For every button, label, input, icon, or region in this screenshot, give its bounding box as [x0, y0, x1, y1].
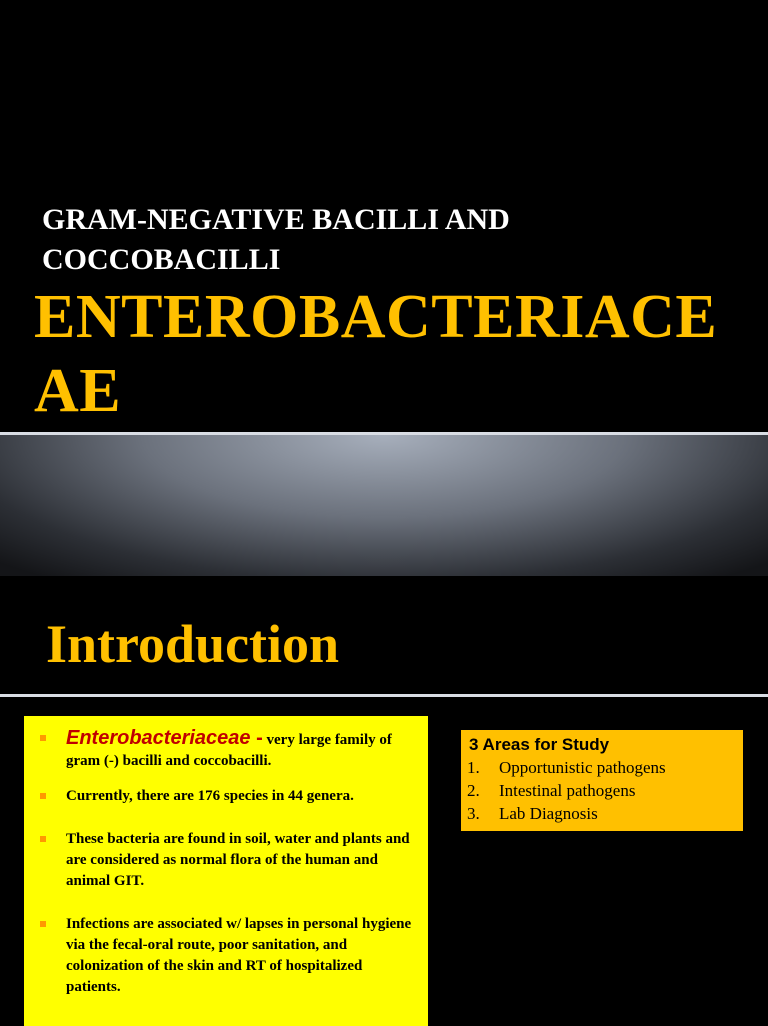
list-label: Lab Diagnosis — [499, 804, 598, 823]
square-bullet-icon — [40, 836, 46, 842]
list-item — [467, 779, 737, 802]
gradient-band — [0, 435, 768, 576]
bullet-item — [36, 786, 416, 807]
divider-line — [0, 694, 768, 697]
slide-subtitle — [42, 200, 682, 280]
subtitle-line-2: COCCOBACILLI — [42, 243, 281, 276]
subtitle-line-1: GRAM-NEGATIVE BACILLI AND — [42, 203, 510, 236]
square-bullet-icon — [40, 921, 46, 927]
list-item — [467, 802, 737, 825]
square-bullet-icon — [40, 793, 46, 799]
study-areas-heading: 3 Areas for Study — [469, 735, 610, 754]
slide-introduction — [0, 576, 768, 1024]
bullet-text: very large family of gram (-) bacilli and coccobacilli. — [66, 732, 392, 769]
bullet-item — [36, 829, 416, 892]
bullet-text: Currently, there are 176 species in 44 genera. — [66, 788, 354, 804]
bullet-text: These bacteria are found in soil, water and plants and are considered as normal flora of the human and animal GIT. — [66, 831, 410, 889]
list-label: Opportunistic pathogens — [499, 758, 666, 777]
main-title-line-1: ENTEROBACTERIACE — [34, 283, 718, 351]
study-areas-list — [467, 756, 737, 825]
bullet-item — [36, 728, 416, 772]
intro-heading: Introduction — [46, 614, 340, 674]
list-number: 3. — [467, 804, 480, 823]
square-bullet-icon — [40, 735, 46, 741]
term-dash: - — [250, 727, 263, 749]
main-title-line-2: AE — [34, 357, 122, 425]
list-number: 2. — [467, 781, 480, 800]
bullet-text: Infections are associated w/ lapses in personal hygiene via the fecal-oral route, poor sanitation, and colonization of the skin and RT of hospitalized patients. — [66, 916, 412, 995]
slide-main-title — [34, 280, 754, 428]
key-term: Enterobacteriaceae — [66, 727, 251, 749]
bullet-item — [36, 914, 416, 998]
list-number: 1. — [467, 758, 480, 777]
list-label: Intestinal pathogens — [499, 781, 636, 800]
list-item — [467, 756, 737, 779]
bullet-box — [24, 716, 428, 1026]
study-areas-box — [461, 730, 743, 831]
